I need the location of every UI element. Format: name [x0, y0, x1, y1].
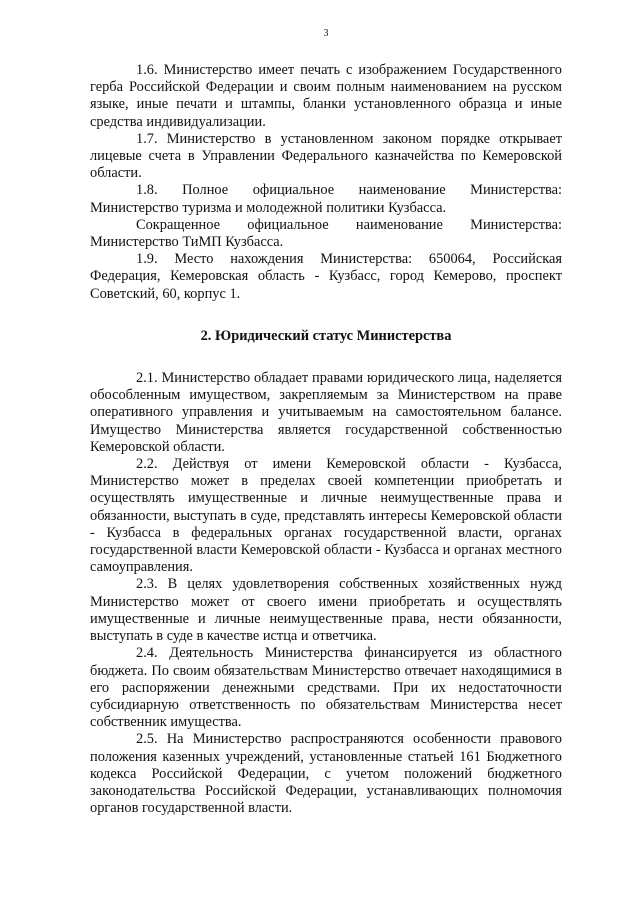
section-2 [90, 370, 562, 817]
paragraph-1-8-short-name: Сокращенное официальное наименование Министерства: Министерство ТиМП Кузбасса. [90, 216, 562, 251]
page-number: 3 [323, 28, 329, 39]
paragraph-1-7: 1.7. Министерство в установленном законом порядке открывает лицевые счета в Управлении Федерального казначейства по Кемеровской области. [90, 130, 562, 182]
paragraph-1-6: 1.6. Министерство имеет печать с изображением Государственного герба Российской Федерации и своим полным наименованием на русском языке, иные печати и штампы, бланки установленного образца и иные средства индивидуализации. [90, 62, 562, 130]
paragraph-2-2: 2.2. Действуя от имени Кемеровской области - Кузбасса, Министерство может в пределах своей компетенции приобретать и осуществлять имущественные и личные неимущественные права и обязанности, выступать в суде, представлять интересы Кемеровской области - Кузбасса в федеральных органах государственной власти, органах государственной власти Кемеровской области - Кузбасса и органах местного самоуправления. [90, 456, 562, 576]
paragraph-2-1: 2.1. Министерство обладает правами юридического лица, наделяется обособленным имуществом, закрепляемым за Министерством на праве оперативного управления и учитываемым на самостоятельном балансе. Имущество Министерства является государственной собственностью Кемеровской области. [90, 370, 562, 455]
paragraph-2-5: 2.5. На Министерство распространяются особенности правового положения казенных учреждений, установленные статьей 161 Бюджетного кодекса Российской Федерации, с учетом положений бюджетного законодательства Российской Федерации, устанавливающих полномочия органов государственной власти. [90, 731, 562, 817]
document-page [90, 28, 562, 817]
section-1-continuation [90, 62, 562, 303]
paragraph-2-3: 2.3. В целях удовлетворения собственных хозяйственных нужд Министерство может от своего имени приобретать и осуществлять имущественные и личные неимущественные права, нести обязанности, выступать в суде в качестве истца и ответчика. [90, 576, 562, 645]
paragraph-1-8: 1.8. Полное официальное наименование Министерства: Министерство туризма и молодежной политики Кузбасса. [90, 182, 562, 216]
section-2-heading: 2. Юридический статус Министерства [200, 327, 452, 344]
paragraph-1-9: 1.9. Место нахождения Министерства: 650064, Российская Федерация, Кемеровская область - Кузбасс, город Кемерово, проспект Советский, 60, корпус 1. [90, 251, 562, 302]
paragraph-2-4: 2.4. Деятельность Министерства финансируется из областного бюджета. По своим обязательствам Министерство отвечает находящимися в его распоряжении денежными средствами. При их недостаточности субсидиарную ответственность по обязательствам Министерства несет собственник имущества. [90, 645, 562, 731]
